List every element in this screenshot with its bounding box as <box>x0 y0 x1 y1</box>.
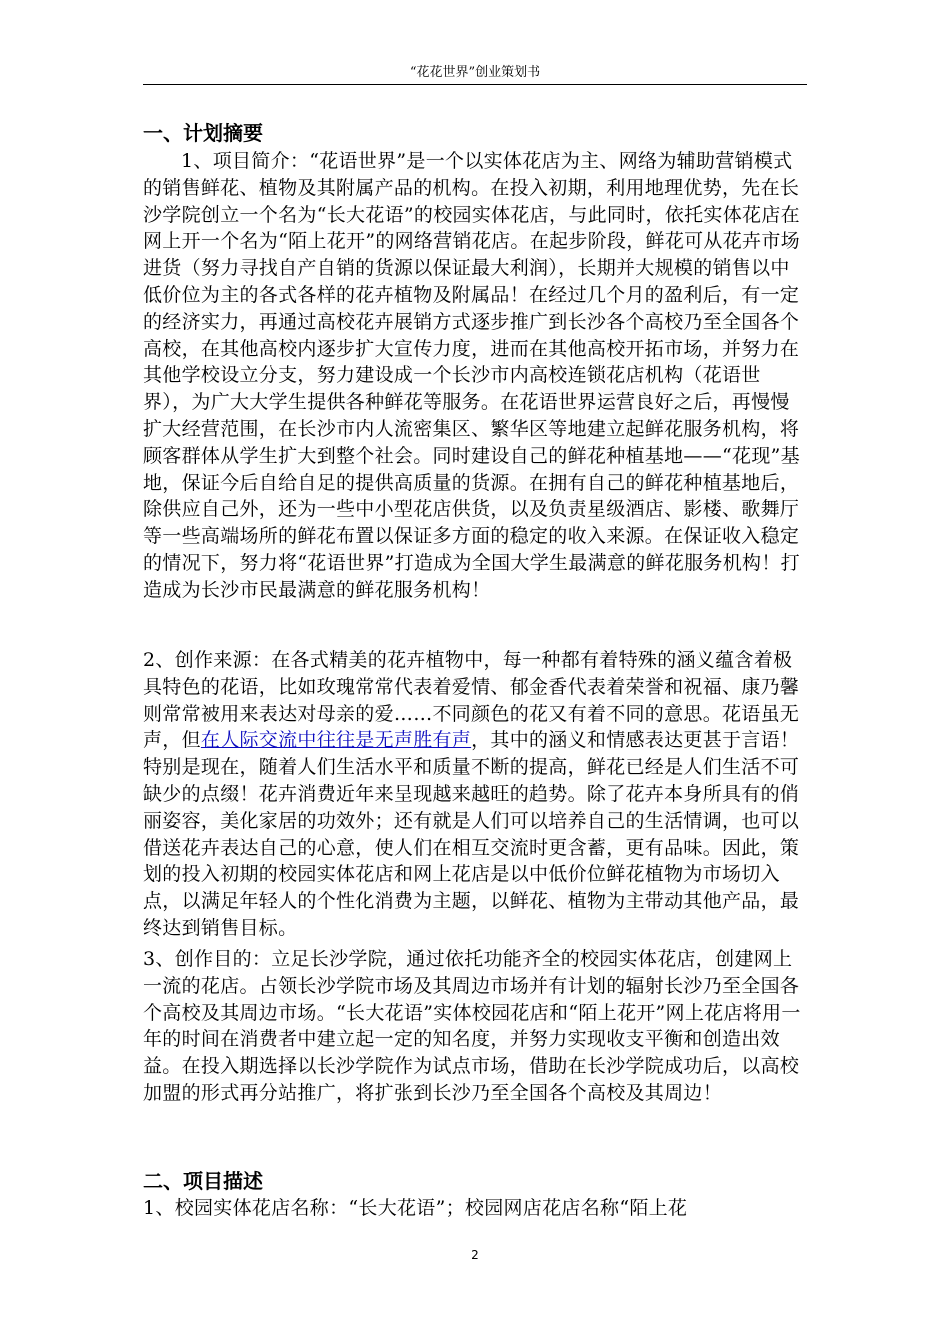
header-divider <box>143 84 807 85</box>
section-2-paragraph-1: 1、校园实体花店名称：“长大花语”；校园网店花店名称“陌上花 <box>143 1197 688 1219</box>
page-number: 2 <box>471 1248 479 1262</box>
section-1-paragraph-3: 3、创作目的：立足长沙学院，通过依托功能齐全的校园实体花店，创建网上一流的花店。占领长沙学院市场及其周边市场并有计划的辐射长沙乃至全国各个高校及其周边市场。“长大花语”实体校园花店和“陌上花开”网上花店将用一年的时间在消费者中建立起一定的知名度，并努力实现收支平衡和创造出效益。在投入期选择以长沙学院作为试点市场，借助在长沙学院成功后，以高校加盟的形式再分站推广，将扩张到长沙乃至全国各个高校及其周边！ <box>143 948 801 1104</box>
section-1-paragraph-1: 1、项目简介：“花语世界”是一个以实体花店为主、网络为辅助营销模式的销售鲜花、植物及其附属产品的机构。在投入初期，利用地理优势，先在长沙学院创立一个名为“长大花语”的校园实体花店，与此同时，依托实体花店在网上开一个名为“陌上花开”的网络营销花店。在起步阶段，鲜花可从花卉市场进货（努力寻找自产自销的货源以保证最大利润），长期并大规模的销售以中低价位为主的各式各样的花卉植物及附属品！在经过几个月的盈利后，有一定的经济实力，再通过高校花卉展销方式逐步推广到长沙各个高校乃至全国各个高校，在其他高校内逐步扩大宣传力度，进而在其他高校开拓市场，并努力在其他学校设立分支，努力建设成一个长沙市内高校连锁花店机构（花语世界），为广大大学生提供各种鲜花等服务。在花语世界运营良好之后，再慢慢扩大经营范围，在长沙市内人流密集区、繁华区等地建立起鲜花服务机构，将顾客群体从学生扩大到整个社会。同时建设自己的鲜花种植基地——“花现”基地，保证今后自给自足的提供高质量的货源。在拥有自己的鲜花种植基地后，除供应自己外，还为一些中小型花店供货，以及负责星级酒店、影楼、歌舞厅等一些高端场所的鲜花布置以保证多方面的稳定的收入来源。在保证收入稳定的情况下，努力将“花语世界”打造成为全国大学生最满意的鲜花服务机构！打造成为长沙市民最满意的鲜花服务机构！ <box>143 150 800 601</box>
section-1-paragraph-2 <box>143 647 807 942</box>
inline-link[interactable]: 在人际交流中往往是无声胜有声 <box>200 729 472 752</box>
section-1-heading: 一、计划摘要 <box>143 121 263 145</box>
paragraph-2-text-before: 2、创作来源：在各式精美的花卉植物中，每一种都有着特殊的涵义蕴含着极具特色的花语，比如玫瑰常常代表着爱情、郁金香代表着荣誉和祝福、康乃馨则常常被用来表达对母亲的爱……不同颜色的花又有着不同的意思。花语虽无声，但 <box>143 649 800 752</box>
page-header-title: “花花世界”创业策划书 <box>409 65 541 80</box>
section-2-heading: 二、项目描述 <box>143 1169 263 1193</box>
paragraph-2-text-after: ，其中的涵义和情感表达更甚于言语！特别是现在，随着人们生活水平和质量不断的提高，鲜花已经是人们生活不可缺少的点缀！花卉消费近年来呈现越来越旺的趋势。除了花卉本身所具有的俏丽姿容，美化家居的功效外；还有就是人们可以培养自己的生活情调，也可以借送花卉表达自己的心意，使人们在相互交流时更含蓄，更有品味。因此，策划的投入初期的校园实体花店和网上花店是以中低价位鲜花植物为市场切入点，以满足年轻人的个性化消费为主题，以鲜花、植物为主带动其他产品，最终达到销售目标。 <box>143 729 800 939</box>
